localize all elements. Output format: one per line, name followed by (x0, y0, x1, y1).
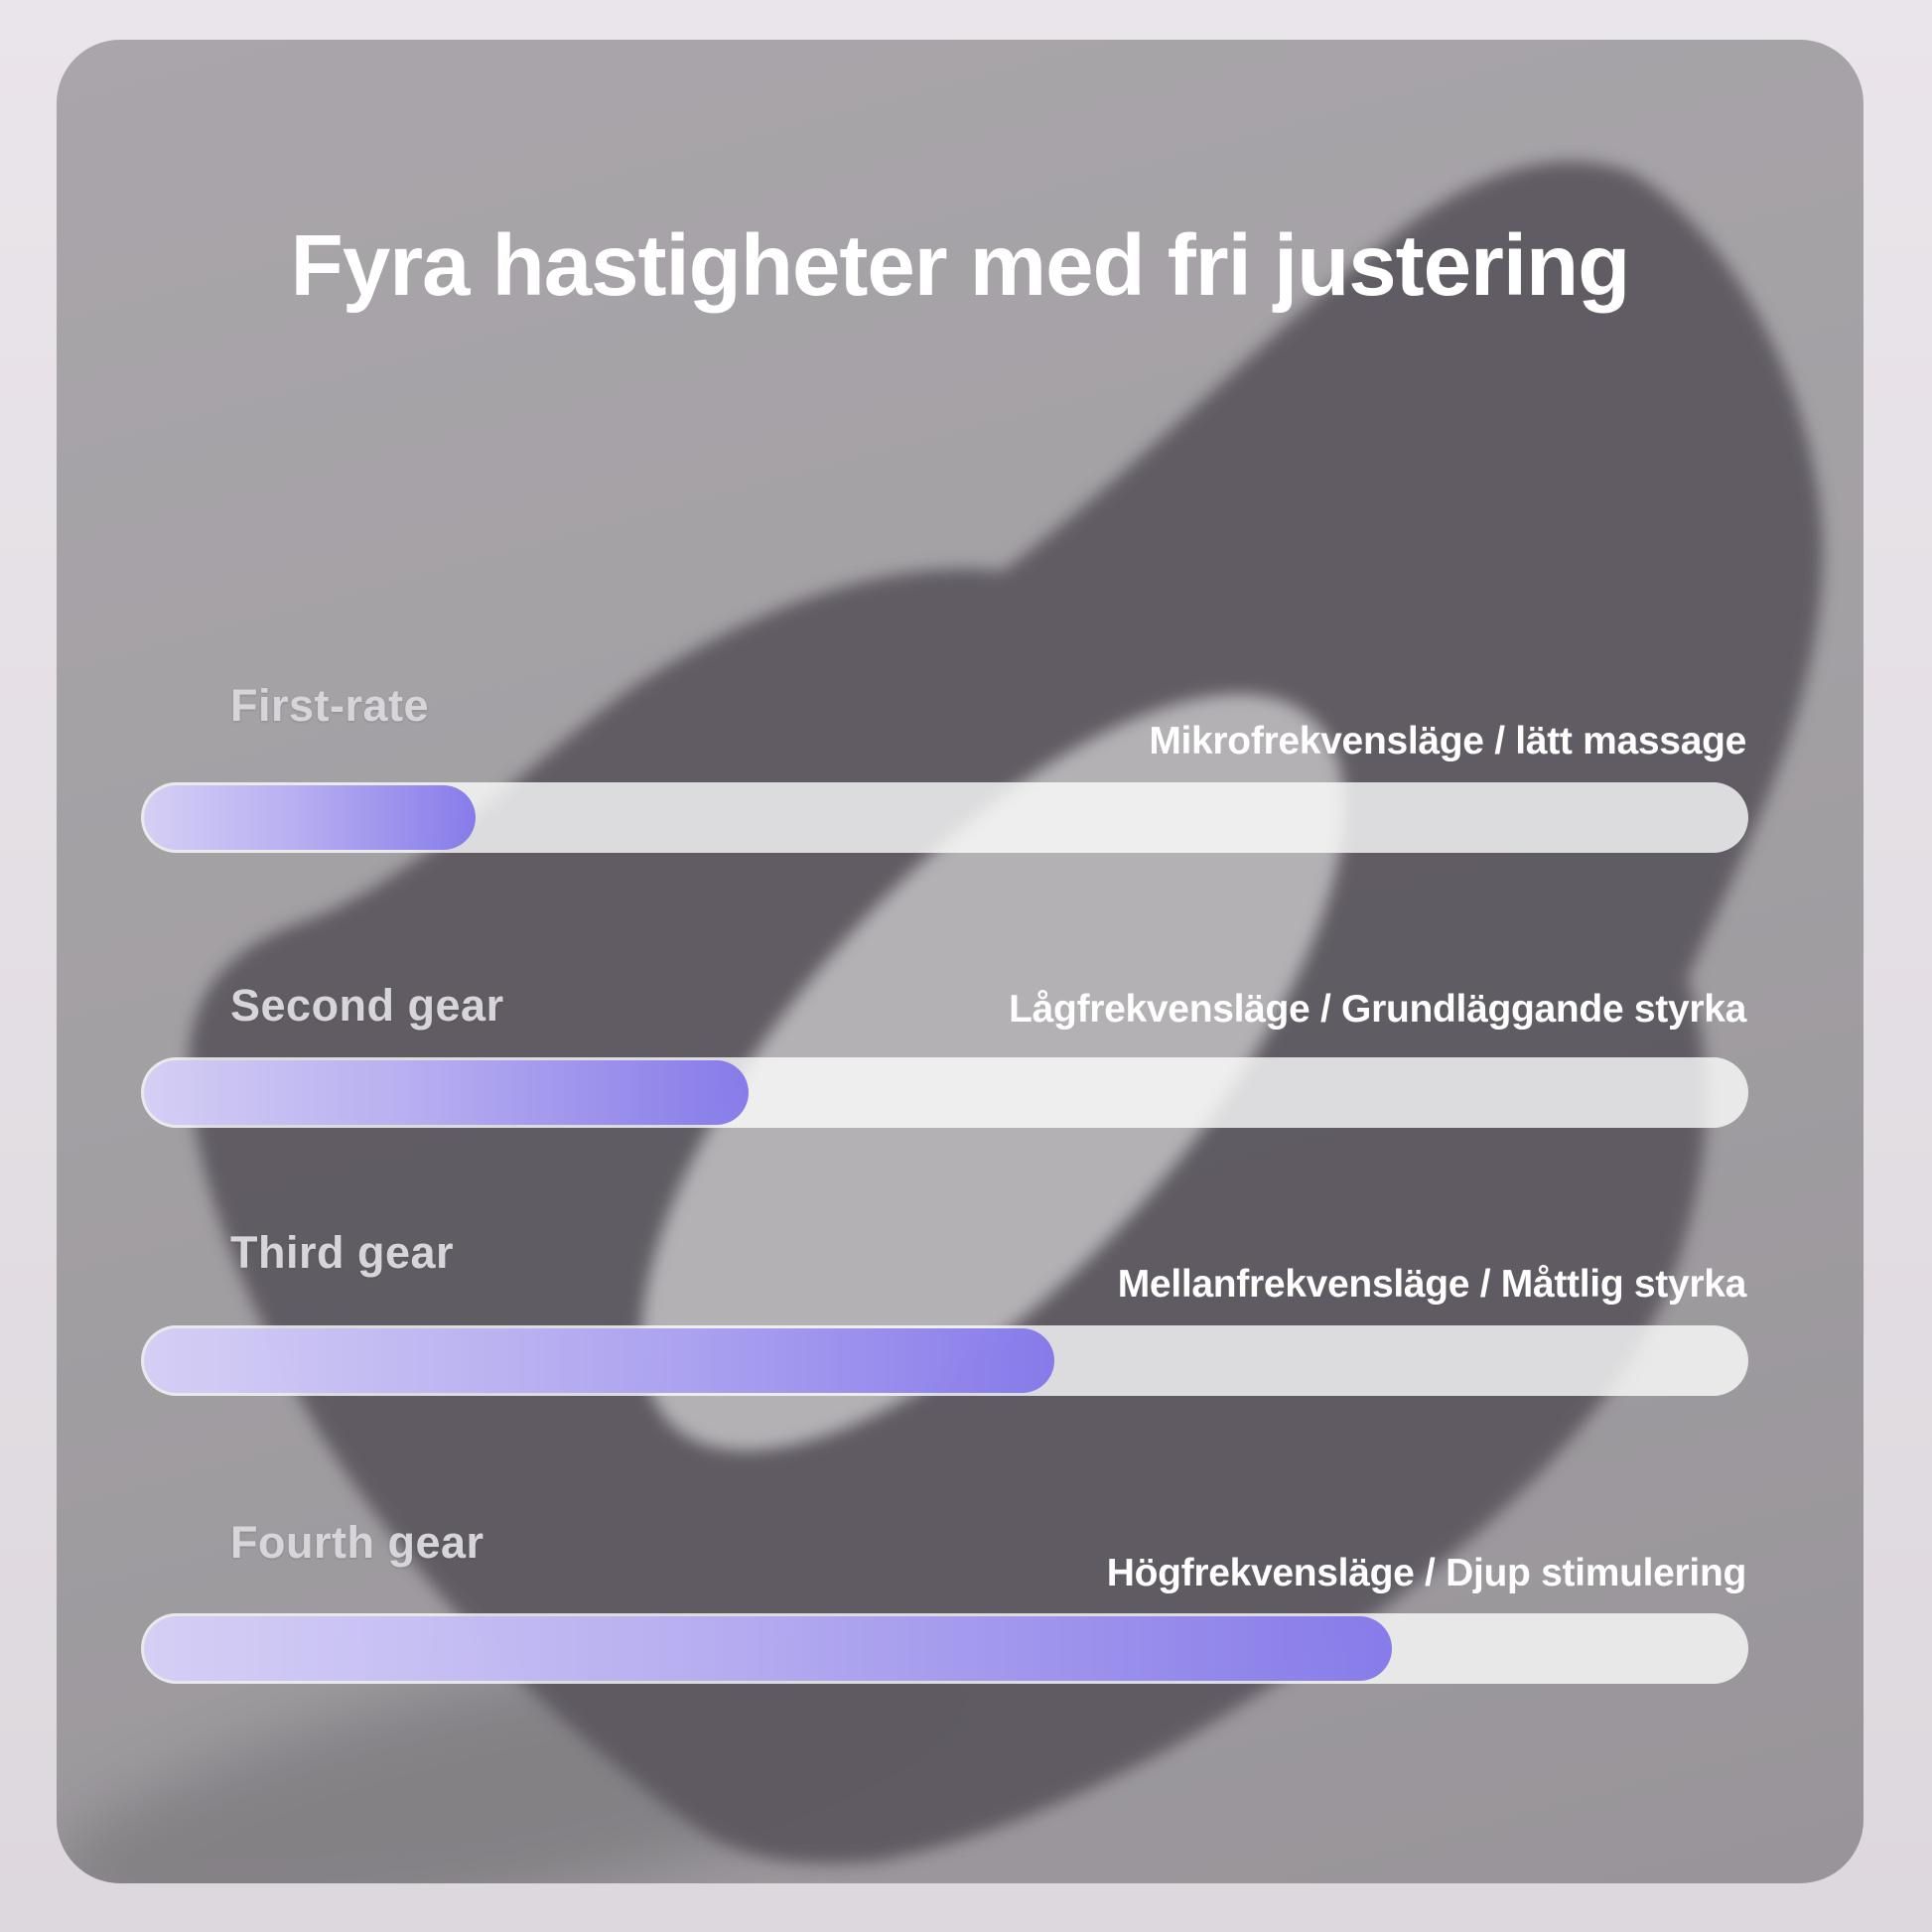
speed-row-4 (141, 1517, 1748, 1716)
progress-fill (144, 1328, 1054, 1393)
progress-fill (144, 1060, 749, 1125)
speed-row-3 (141, 1227, 1748, 1426)
progress-track (141, 1325, 1748, 1396)
gear-description: Mikrofrekvensläge / lätt massage (1149, 720, 1746, 762)
gear-label: First-rate (230, 680, 430, 731)
gear-description: Lågfrekvensläge / Grundläggande styrka (1009, 988, 1746, 1031)
page-title: Fyra hastigheter med fri justering (290, 217, 1630, 314)
progress-fill (144, 785, 476, 850)
progress-fill (144, 1616, 1392, 1681)
panel (57, 40, 1863, 1883)
speed-row-1 (141, 680, 1748, 879)
gear-label: Third gear (230, 1227, 455, 1278)
gear-label: Second gear (230, 980, 504, 1031)
progress-track (141, 1613, 1748, 1684)
gear-description: Högfrekvensläge / Djup stimulering (1106, 1552, 1746, 1594)
gear-label: Fourth gear (230, 1517, 484, 1568)
speed-row-2 (141, 980, 1748, 1178)
progress-track (141, 1057, 1748, 1128)
progress-track (141, 782, 1748, 853)
gear-description: Mellanfrekvensläge / Måttlig styrka (1117, 1263, 1746, 1306)
